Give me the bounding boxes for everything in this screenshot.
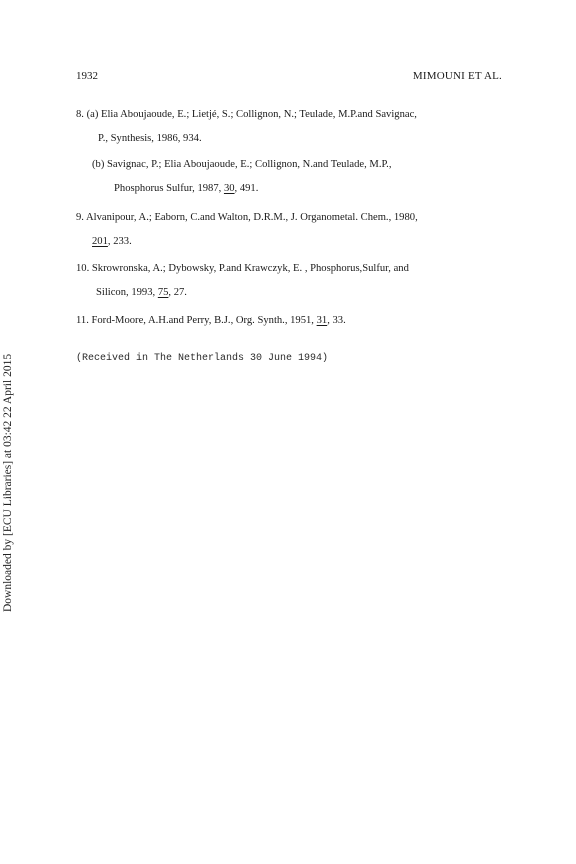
reference-text: Silicon, 1993, bbox=[96, 287, 158, 298]
reference-line: 10. Skrowronska, A.; Dybowsky, P.and Krawczyk, E. , Phosphorus,Sulfur, and bbox=[76, 263, 409, 274]
reference-line bbox=[76, 281, 409, 305]
page-number: 1932 bbox=[76, 70, 98, 82]
reference-line: P., Synthesis, 1986, 934. bbox=[98, 133, 202, 144]
reference-line: 8. (a) Elia Aboujaoude, E.; Lietjé, S.; Collignon, N.; Teulade, M.P.and Savignac, bbox=[76, 109, 417, 120]
reference-11 bbox=[76, 309, 346, 333]
reference-text: , 491. bbox=[234, 183, 259, 194]
reference-line bbox=[76, 309, 346, 333]
reference-10 bbox=[76, 257, 409, 305]
reference-line bbox=[92, 177, 391, 201]
volume-number: 75 bbox=[157, 287, 169, 298]
reference-text: , 233. bbox=[107, 236, 132, 247]
reference-text: Phosphorus Sulfur, 1987, bbox=[114, 183, 224, 194]
reference-8a bbox=[76, 103, 417, 151]
reference-line bbox=[76, 230, 418, 254]
running-head: MIMOUNI ET AL. bbox=[412, 70, 502, 82]
reference-line: (b) Savignac, P.; Elia Aboujaoude, E.; Collignon, N.and Teulade, M.P., bbox=[92, 159, 392, 170]
reference-line: 9. Alvanipour, A.; Eaborn, C.and Walton, D.R.M., J. Organometal. Chem., 1980, bbox=[76, 212, 418, 223]
volume-number: 31 bbox=[316, 315, 328, 326]
reference-text: , 27. bbox=[168, 287, 187, 298]
reference-text: , 33. bbox=[327, 315, 346, 326]
reference-9 bbox=[76, 206, 418, 254]
reference-8b bbox=[92, 153, 391, 201]
volume-number: 201 bbox=[92, 236, 108, 247]
reference-text: 11. Ford-Moore, A.H.and Perry, B.J., Org. Synth., 1951, bbox=[76, 315, 317, 326]
received-note: (Received in The Netherlands 30 June 1994) bbox=[76, 353, 329, 364]
volume-number: 30 bbox=[223, 183, 235, 194]
download-watermark: Downloaded by [ECU Libraries] at 03:42 22 April 2015 bbox=[2, 353, 14, 612]
